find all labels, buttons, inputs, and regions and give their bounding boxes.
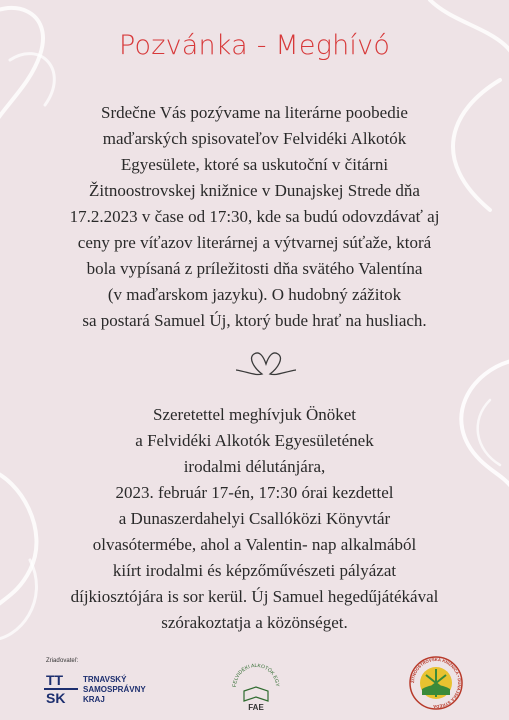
hungarian-line: díjkiosztójára is sor kerül. Új Samuel hegedűjátékával <box>70 587 439 606</box>
slovak-line: 17.2.2023 v čase od 17:30, kde sa budú odovzdávať aj <box>69 207 440 226</box>
hungarian-line: irodalmi délutánjára, <box>183 457 326 476</box>
slovak-line: bola vypísaná z príležitosti dňa svätého Valentína <box>86 259 423 278</box>
book-icon <box>244 687 268 701</box>
hungarian-line: szórakoztatja a közönséget. <box>161 613 348 632</box>
fae-abbr: FAE <box>248 703 264 712</box>
fae-logo <box>228 657 284 713</box>
library-ring-text: ŽITNOOSTROVSKÁ KNIŽNICA • DUNAJSKÁ STREDA <box>409 656 463 710</box>
hungarian-line: olvasótermébe, ahol a Valentin- nap alkalmából <box>92 535 417 554</box>
page-title: Pozvánka - Meghívó <box>118 30 391 61</box>
slovak-line: ceny pre víťazov literárnej a výtvarnej súťaže, ktorá <box>77 233 432 252</box>
hungarian-line: a Dunaszerdahelyi Csallóközi Könyvtár <box>118 509 391 528</box>
slovak-paragraph <box>20 100 489 334</box>
double-heart-divider-icon <box>236 346 296 382</box>
slovak-line: sa postará Samuel Új, ktorý bude hrať na husliach. <box>82 311 427 330</box>
svg-text:FELVIDÉKI ALKOTÓK EGYESÜLETE <box>228 657 280 688</box>
slovak-line: Srdečne Vás pozývame na literárne poobedie <box>101 103 408 122</box>
ttsk-name: TRNAVSKÝ SAMOSPRÁVNY KRAJ <box>83 675 146 704</box>
slovak-line: (v maďarskom jazyku). O hudobný zážitok <box>107 285 402 304</box>
slovak-line: Žitnoostrovskej knižnice v Dunajskej Strede dňa <box>89 181 420 200</box>
hungarian-paragraph <box>20 402 489 636</box>
hungarian-line: kiírt irodalmi és képzőművészeti pályázat <box>112 561 397 580</box>
hungarian-line: Szeretettel meghívjuk Önöket <box>153 405 356 424</box>
hungarian-line: a Felvidéki Alkotók Egyesületének <box>135 431 374 450</box>
hungarian-line: 2023. február 17-én, 17:30 órai kezdettel <box>115 483 394 502</box>
slovak-line: maďarských spisovateľov Felvidéki Alkotók <box>102 129 407 148</box>
founder-label: Zriaďovateľ: <box>46 658 79 664</box>
slovak-line: Egyesülete, ktoré sa uskutoční v čitárni <box>120 155 389 174</box>
library-logo <box>408 655 464 711</box>
fae-ring-text: FELVIDÉKI ALKOTÓK EGY <box>231 662 281 688</box>
ttsk-mark-bottom: SK <box>46 690 66 706</box>
ttsk-mark-top: TT <box>46 672 64 688</box>
